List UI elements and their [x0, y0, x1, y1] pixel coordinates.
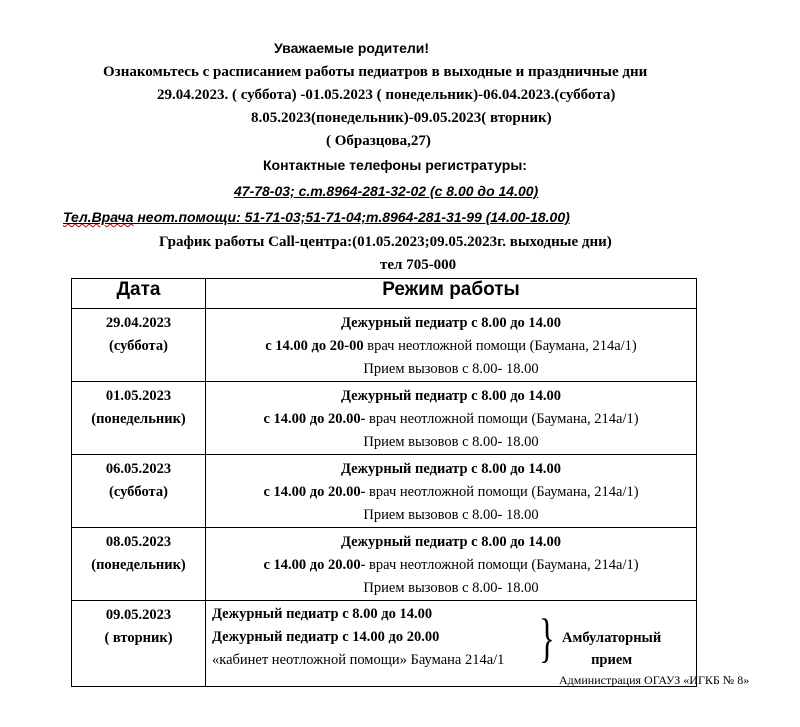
mode-cell: [206, 382, 697, 455]
date: 01.05.2023: [105, 388, 172, 404]
urgent-rest: неот.помощи: 51-71-03;51-71-04;т.8964-281-31-99 (14.00-18.00): [133, 209, 570, 225]
table-row: [72, 528, 697, 601]
date: 09.05.2023: [105, 607, 172, 623]
urgent-line: [206, 335, 696, 358]
table-row: [72, 382, 697, 455]
urgent-label: Тел.Врача: [63, 209, 134, 225]
greeting: Уважаемые родители!: [274, 40, 430, 56]
urgent-time: с 14.00 до 20.00-: [263, 411, 366, 427]
date-cell: [72, 601, 206, 687]
urgent-time: с 14.00 до 20.00-: [263, 557, 366, 573]
urgent-desc: врач неотложной помощи (Баумана, 214а/1): [365, 411, 639, 427]
date: 06.05.2023: [105, 461, 172, 477]
schedule-table: [71, 278, 697, 687]
urgent-desc: врач неотложной помощи (Баумана, 214а/1): [365, 557, 639, 573]
dates-line-2: 8.05.2023(понедельник)-09.05.2023( вторник): [251, 110, 552, 126]
weekday: ( вторник): [104, 630, 173, 646]
brace-icon: }: [539, 608, 555, 668]
urgent-time: с 14.00 до 20.00-: [263, 484, 366, 500]
ambulatory-label: [562, 627, 661, 671]
table-row: [72, 455, 697, 528]
pediatrician-morning-line: Дежурный педиатр с 8.00 до 14.00: [212, 606, 433, 622]
date-cell: [72, 382, 206, 455]
ambulatory-word: Амбулаторный: [562, 630, 662, 646]
calls-line: Прием вызовов с 8.00- 18.00: [363, 434, 539, 450]
reception-word: прием: [591, 652, 633, 668]
callcenter-phone: тел 705-000: [380, 257, 457, 273]
calls-line: Прием вызовов с 8.00- 18.00: [363, 361, 539, 377]
mode-cell: [206, 455, 697, 528]
mode-cell: [206, 528, 697, 601]
calls-line: Прием вызовов с 8.00- 18.00: [363, 507, 539, 523]
mode-cell: [206, 309, 697, 382]
date: 29.04.2023: [105, 315, 172, 331]
date-cell: [72, 309, 206, 382]
weekday: (суббота): [109, 484, 168, 500]
pediatrician-line: Дежурный педиатр с 8.00 до 14.00: [340, 388, 562, 404]
col-mode-header: Режим работы: [206, 279, 697, 309]
date-cell: [72, 455, 206, 528]
table-row: [72, 309, 697, 382]
urgent-line: [206, 481, 696, 504]
urgent-desc: врач неотложной помощи (Баумана, 214а/1): [363, 338, 637, 354]
pediatrician-line: Дежурный педиатр с 8.00 до 14.00: [340, 461, 562, 477]
weekday: (суббота): [109, 338, 168, 354]
col-date-header: Дата: [72, 279, 206, 309]
table-header: [72, 279, 697, 309]
weekday: (понедельник): [91, 411, 186, 427]
date-cell: [72, 528, 206, 601]
calls-line: Прием вызовов с 8.00- 18.00: [363, 580, 539, 596]
callcenter-schedule: График работы Call-центра:(01.05.2023;09.05.2023г. выходные дни): [159, 234, 612, 250]
registry-phones: 47-78-03; с.т.8964-281-32-02 (с 8.00 до 14.00): [234, 183, 539, 199]
urgent-phones: [63, 209, 570, 225]
weekday: (понедельник): [91, 557, 186, 573]
date: 08.05.2023: [105, 534, 172, 550]
pediatrician-evening-line: Дежурный педиатр с 14.00 до 20.00: [212, 629, 440, 645]
pediatrician-line: Дежурный педиатр с 8.00 до 14.00: [340, 315, 562, 331]
urgent-line: [206, 554, 696, 577]
contacts-title: Контактные телефоны регистратуры:: [263, 157, 527, 173]
urgent-desc: врач неотложной помощи (Баумана, 214а/1): [365, 484, 639, 500]
footer-signature: Администрация ОГАУЗ «ИГКБ № 8»: [559, 673, 750, 687]
address-line: ( Образцова,27): [326, 133, 431, 149]
urgent-time: с 14.00 до 20-00: [265, 338, 364, 354]
dates-line: 29.04.2023. ( суббота) -01.05.2023 ( понедельник)-06.04.2023.(суббота): [157, 87, 616, 103]
intro-line: Ознакомьтесь с расписанием работы педиатров в выходные и праздничные дни: [103, 64, 648, 80]
urgent-line: [206, 408, 696, 431]
urgent-cabinet-line: «кабинет неотложной помощи» Баумана 214а/1: [212, 652, 505, 668]
pediatrician-line: Дежурный педиатр с 8.00 до 14.00: [340, 534, 562, 550]
